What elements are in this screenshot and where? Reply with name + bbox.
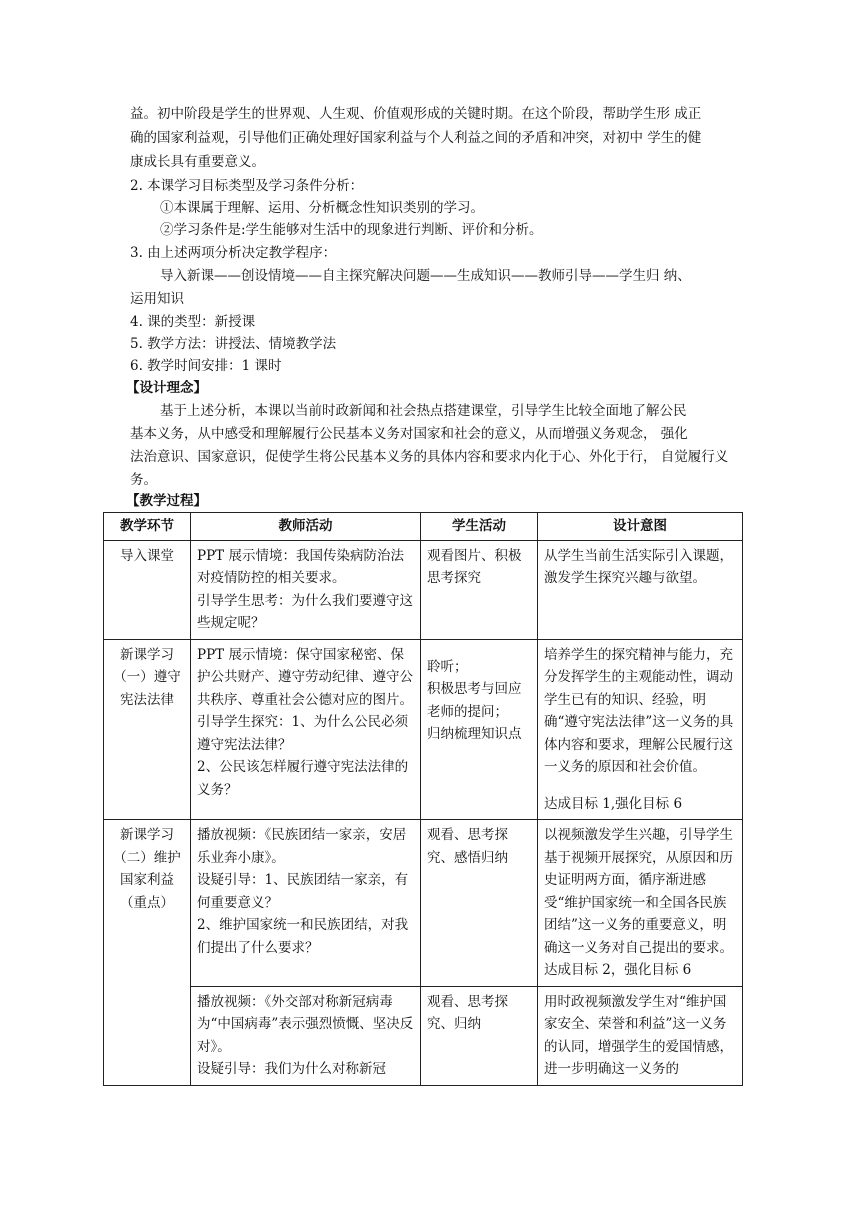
student-text: 观看图片、积极思考探究 [427, 547, 522, 586]
intent-text: 从学生当前生活实际引入课题，激发学生探究兴趣与欲望。 [544, 547, 733, 586]
table-row [104, 986, 743, 1085]
teaching-time: 6. 教学时间安排：1 课时 [130, 358, 282, 374]
header-stage: 教学环节 [104, 513, 191, 541]
section-heading-3: 3. 由上述两项分析决定教学程序： [130, 245, 337, 261]
teacher-text: PPT 展示情境：保守国家秘密、保护公共财产、遵守劳动纪律、遵守公共秩序、尊重社会公德对应的图片。 [197, 646, 413, 708]
goal-text: 达成目标 2，强化目标 6 [544, 962, 692, 978]
stage-cell: 导入课堂 [104, 540, 191, 639]
table-row [104, 820, 743, 987]
design-concept-line-3: 法治意识、国家意识，促使学生将公民基本义务的具体内容和要求内化于心、外化于行， 自觉履行义 [130, 449, 729, 465]
design-concept-title: 【设计理念】 [126, 380, 207, 396]
table-header-row [104, 513, 743, 541]
teaching-process-table [103, 512, 743, 1086]
intent-text: 用时政视频激发学生对“维护国家安全、荣誉和利益”这一义务的认同，增强学生的爱国情感，进一步明确这一义务的 [544, 993, 733, 1077]
student-text: 积极思考与回应老师的提问； [427, 681, 522, 720]
procedure-line-2: 运用知识 [130, 291, 184, 307]
intent-text: 培养学生的探究精神与能力，充分发挥学生的主观能动性，调动学生已有的知识、经验，明确“遵守宪法法律”这一义务的具体内容和要求，理解公民履行这一义务的原因和社会价值。 [544, 646, 734, 775]
analysis-item-2: ②学习条件是:学生能够对生活中的现象进行判断、评价和分析。 [160, 222, 543, 238]
teacher-text: 2、维护国家统一和民族团结，对我们提出了什么要求？ [197, 917, 409, 956]
intro-line-3: 康成长具有重要意义。 [130, 154, 265, 170]
intro-line-1: 益。初中阶段是学生的世界观、人生观、价值观形成的关键时期。在这个阶段，帮助学生形 成正 [130, 106, 702, 122]
design-intent-cell [538, 820, 743, 987]
student-activity-cell [421, 820, 538, 987]
teacher-activity-cell [191, 540, 421, 639]
teacher-text: 引导学生探究：1、为什么公民必须遵守宪法法律？ [197, 714, 409, 753]
teacher-text: PPT 展示情境：我国传染病防治法对疫情防控的相关要求。 [197, 547, 404, 586]
teacher-text: 引导学生思考：为什么我们要遵守这些规定呢？ [197, 592, 413, 631]
intro-line-2: 确的国家利益观，引导他们正确处理好国家利益与个人利益之间的矛盾和冲突，对初中 学生的健 [130, 130, 702, 146]
design-concept-line-4: 务。 [130, 472, 157, 488]
student-text: 观看、思考探究、归纳 [427, 993, 508, 1032]
design-intent-cell [538, 639, 743, 820]
teacher-activity-cell [191, 639, 421, 820]
student-activity-cell [421, 986, 538, 1085]
teacher-text: 播放视频：《民族团结一家亲，安居乐业奔小康》。 [197, 827, 407, 866]
analysis-item-1: ①本课属于理解、运用、分析概念性知识类别的学习。 [160, 200, 484, 216]
procedure-line-1: 导入新课——创设情境——自主探究解决问题——生成知识——教师引导——学生归 纳、 [160, 268, 691, 284]
spacer [544, 779, 736, 793]
intent-text: 以视频激发学生兴趣，引导学生基于视频开展探究，从原因和历史证明两方面，循序渐进感受“维护国家统一和全国各民族团结”这一义务的重要意义，明确这一义务对自己提出的要求。 [544, 827, 733, 956]
section-heading-2: 2. 本课学习目标类型及学习条件分析： [130, 178, 364, 194]
student-text: 观看、思考探究、感悟归纳 [427, 827, 508, 866]
header-design-intent: 设计意图 [538, 513, 743, 541]
process-title: 【教学过程】 [126, 493, 207, 509]
design-intent-cell [538, 986, 743, 1085]
stage-cell: 新课学习（二）维护国家利益（重点） [104, 820, 191, 1086]
teacher-text: 设疑引导：1、民族团结一家亲，有何重要意义？ [197, 872, 409, 911]
teacher-text: 播放视频：《外交部对称新冠病毒为“中国病毒”表示强烈愤慨、坚决反对》。 [197, 993, 414, 1055]
design-concept-line-1: 基于上述分析，本课以当前时政新闻和社会热点搭建课堂，引导学生比较全面地了解公民 [160, 403, 687, 419]
lesson-type: 4. 课的类型：新授课 [130, 314, 256, 330]
design-intent-cell [538, 540, 743, 639]
teacher-activity-cell [191, 820, 421, 987]
header-teacher-activity: 教师活动 [191, 513, 421, 541]
stage-cell: 新课学习（一）遵守宪法法律 [104, 639, 191, 820]
design-concept-line-2: 基本义务，从中感受和理解履行公民基本义务对国家和社会的意义，从而增强义务观念， 强化 [130, 426, 688, 442]
header-student-activity: 学生活动 [421, 513, 538, 541]
student-text: 聆听； [427, 658, 468, 675]
goal-text: 达成目标 1,强化目标 6 [544, 795, 683, 812]
teacher-activity-cell [191, 986, 421, 1085]
teacher-text: 2、公民该怎样履行遵守宪法法律的义务？ [197, 759, 409, 798]
student-activity-cell [421, 540, 538, 639]
table-row [104, 639, 743, 820]
table-row [104, 540, 743, 639]
student-activity-cell [421, 639, 538, 820]
teacher-text: 设疑引导：我们为什么对称新冠 [197, 1061, 386, 1077]
student-text: 归纳梳理知识点 [427, 726, 522, 742]
teaching-method: 5. 教学方法：讲授法、情境教学法 [130, 336, 337, 352]
